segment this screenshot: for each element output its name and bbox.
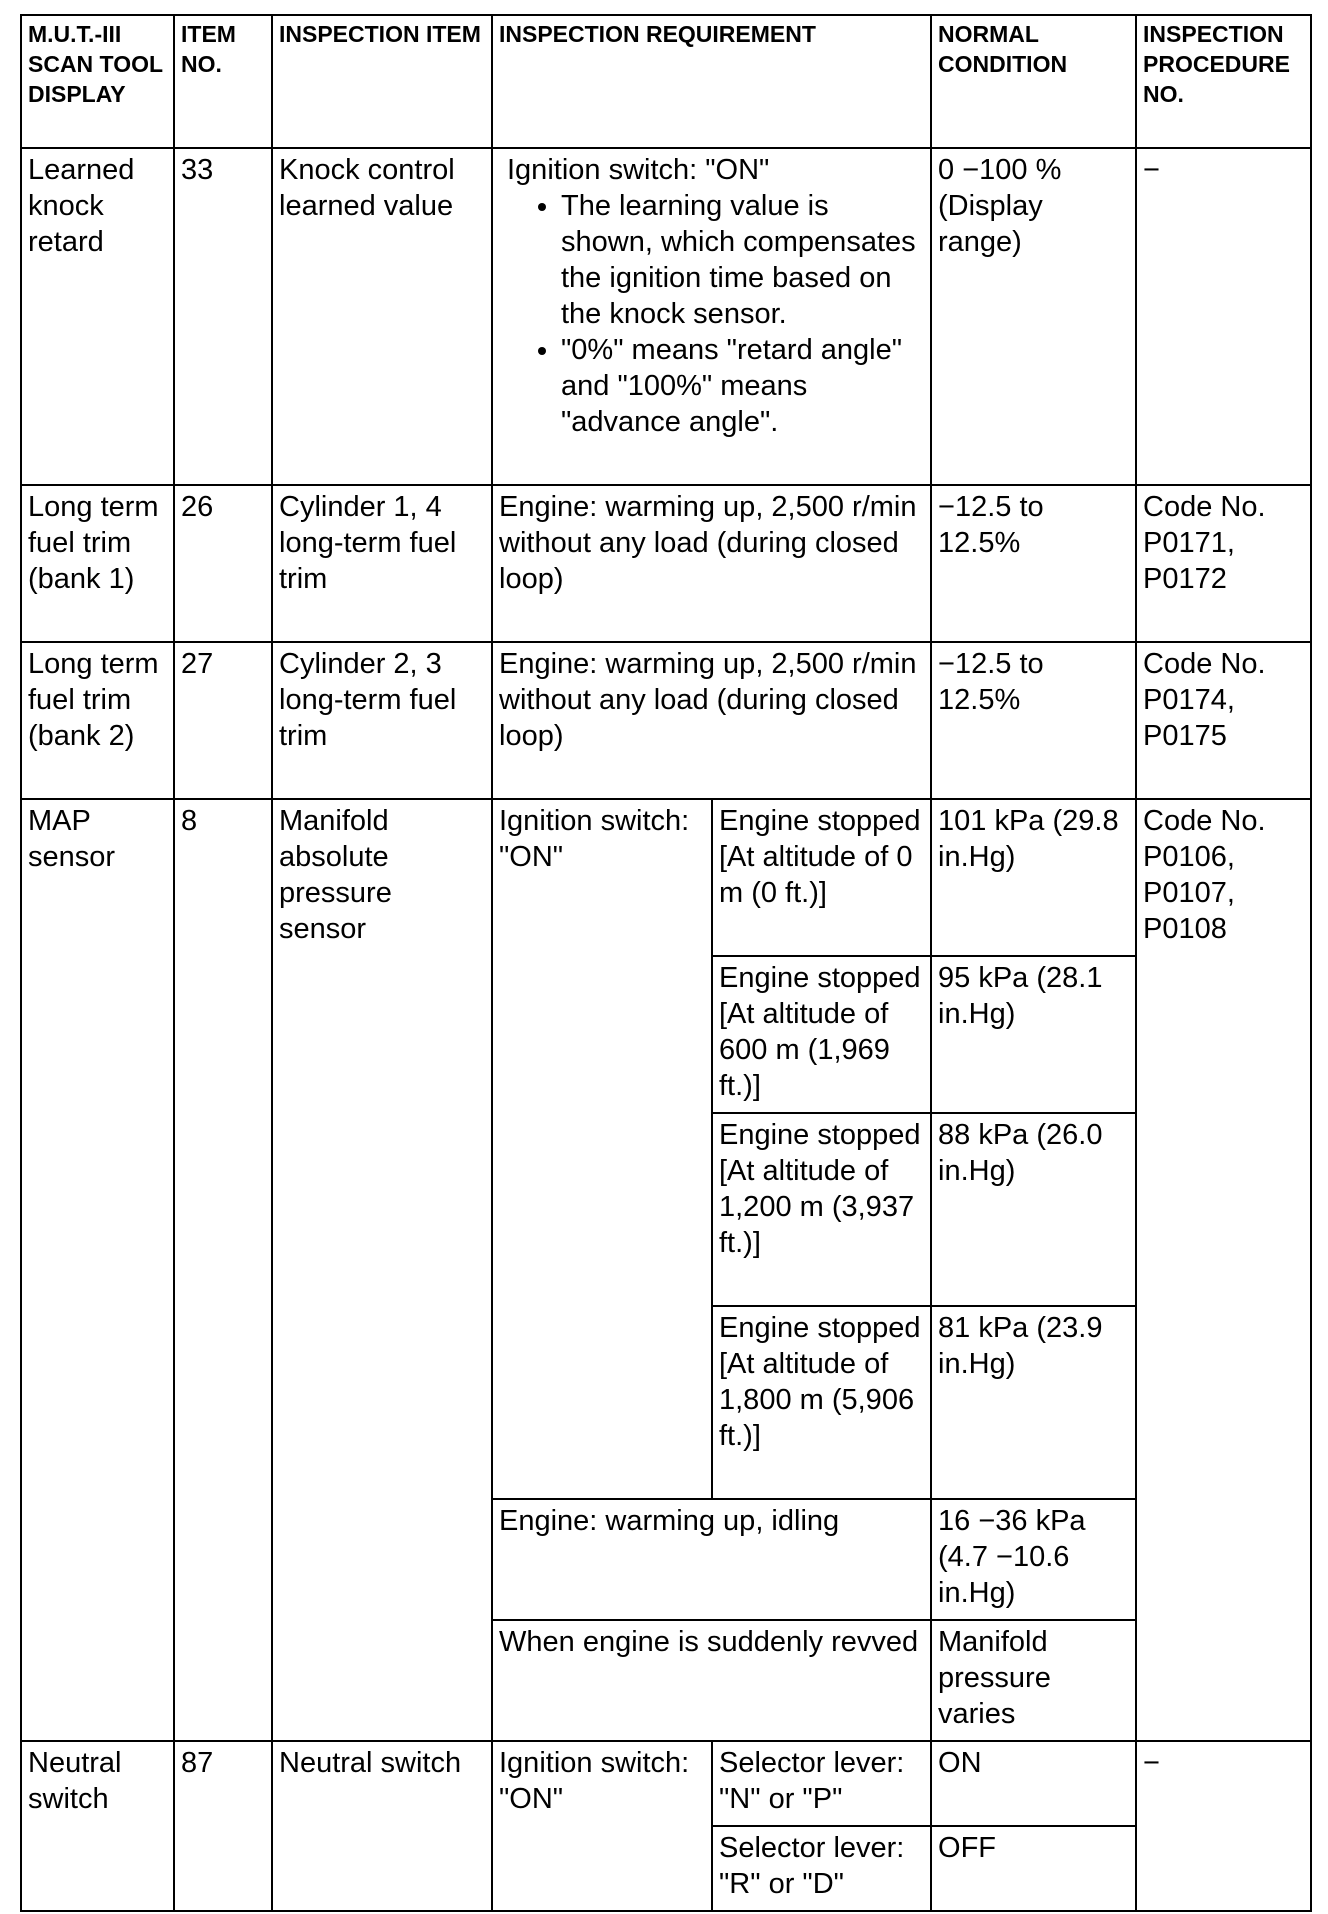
cell-requirement: Engine: warming up, 2,500 r/min without any load (during closed loop) <box>492 642 931 799</box>
bullet-item: • The learning value is shown, which compensates the ignition time based on the knock sensor. <box>561 188 924 332</box>
cell-normal: 16 −36 kPa (4.7 −10.6 in.Hg) <box>931 1499 1136 1620</box>
cell-normal: −12.5 to 12.5% <box>931 485 1136 642</box>
cell-procedure: Code No. P0171, P0172 <box>1136 485 1311 642</box>
cell-sub-requirement: Selector lever: "R" or "D" <box>712 1826 931 1911</box>
inspection-table <box>20 14 1312 1912</box>
cell-normal: 95 kPa (28.1 in.Hg) <box>931 956 1136 1113</box>
cell-normal: −12.5 to 12.5% <box>931 642 1136 799</box>
cell-item: Manifold absolute pressure sensor <box>272 799 492 1741</box>
requirement-bullets <box>499 188 924 440</box>
cell-display: MAP sensor <box>21 799 174 1741</box>
table-row <box>21 148 1311 485</box>
cell-normal: ON <box>931 1741 1136 1826</box>
cell-normal: Manifold pressure varies <box>931 1620 1136 1741</box>
header-normal-condition: NORMAL CONDITION <box>931 15 1136 148</box>
cell-sub-requirement: Selector lever: "N" or "P" <box>712 1741 931 1826</box>
requirement-condition: Ignition switch: "ON" <box>507 154 770 186</box>
cell-sub-requirement: Engine stopped [At altitude of 600 m (1,969 ft.)] <box>712 956 931 1113</box>
cell-item: Neutral switch <box>272 1741 492 1911</box>
cell-display: Learned knock retard <box>21 148 174 485</box>
cell-normal: 88 kPa (26.0 in.Hg) <box>931 1113 1136 1306</box>
cell-procedure: − <box>1136 148 1311 485</box>
cell-item: Cylinder 2, 3 long-term fuel trim <box>272 642 492 799</box>
cell-display: Long term fuel trim (bank 1) <box>21 485 174 642</box>
cell-sub-requirement: Engine stopped [At altitude of 0 m (0 ft.)] <box>712 799 931 956</box>
cell-requirement: Engine: warming up, 2,500 r/min without any load (during closed loop) <box>492 485 931 642</box>
cell-normal: 101 kPa (29.8 in.Hg) <box>931 799 1136 956</box>
cell-display: Neutral switch <box>21 1741 174 1911</box>
cell-procedure: Code No. P0106, P0107, P0108 <box>1136 799 1311 1741</box>
bullet-item: • "0%" means "retard angle" and "100%" means "advance angle". <box>561 332 924 440</box>
table-row <box>21 1741 1311 1826</box>
table-row <box>21 642 1311 799</box>
cell-condition: Ignition switch: "ON" <box>492 799 712 1499</box>
cell-requirement: Engine: warming up, idling <box>492 1499 931 1620</box>
cell-requirement: When engine is suddenly revved <box>492 1620 931 1741</box>
cell-requirement <box>492 148 931 485</box>
cell-item-no: 87 <box>174 1741 272 1911</box>
cell-item-no: 8 <box>174 799 272 1741</box>
table-row <box>21 799 1311 956</box>
header-inspection-requirement: INSPECTION REQUIREMENT <box>492 15 931 148</box>
header-procedure-no: INSPECTION PROCEDURE NO. <box>1136 15 1311 148</box>
cell-item-no: 33 <box>174 148 272 485</box>
cell-item-no: 26 <box>174 485 272 642</box>
cell-procedure: − <box>1136 1741 1311 1911</box>
cell-procedure: Code No. P0174, P0175 <box>1136 642 1311 799</box>
cell-normal: OFF <box>931 1826 1136 1911</box>
cell-normal: 0 −100 % (Display range) <box>931 148 1136 485</box>
cell-sub-requirement: Engine stopped [At altitude of 1,200 m (3,937 ft.)] <box>712 1113 931 1306</box>
header-inspection-item: INSPECTION ITEM <box>272 15 492 148</box>
cell-condition: Ignition switch: "ON" <box>492 1741 712 1911</box>
header-row <box>21 15 1311 148</box>
table-row <box>21 485 1311 642</box>
cell-item: Cylinder 1, 4 long-term fuel trim <box>272 485 492 642</box>
cell-item-no: 27 <box>174 642 272 799</box>
header-item-no: ITEM NO. <box>174 15 272 148</box>
cell-sub-requirement: Engine stopped [At altitude of 1,800 m (5,906 ft.)] <box>712 1306 931 1499</box>
header-display: M.U.T.-III SCAN TOOL DISPLAY <box>21 15 174 148</box>
cell-normal: 81 kPa (23.9 in.Hg) <box>931 1306 1136 1499</box>
cell-item: Knock control learned value <box>272 148 492 485</box>
cell-display: Long term fuel trim (bank 2) <box>21 642 174 799</box>
